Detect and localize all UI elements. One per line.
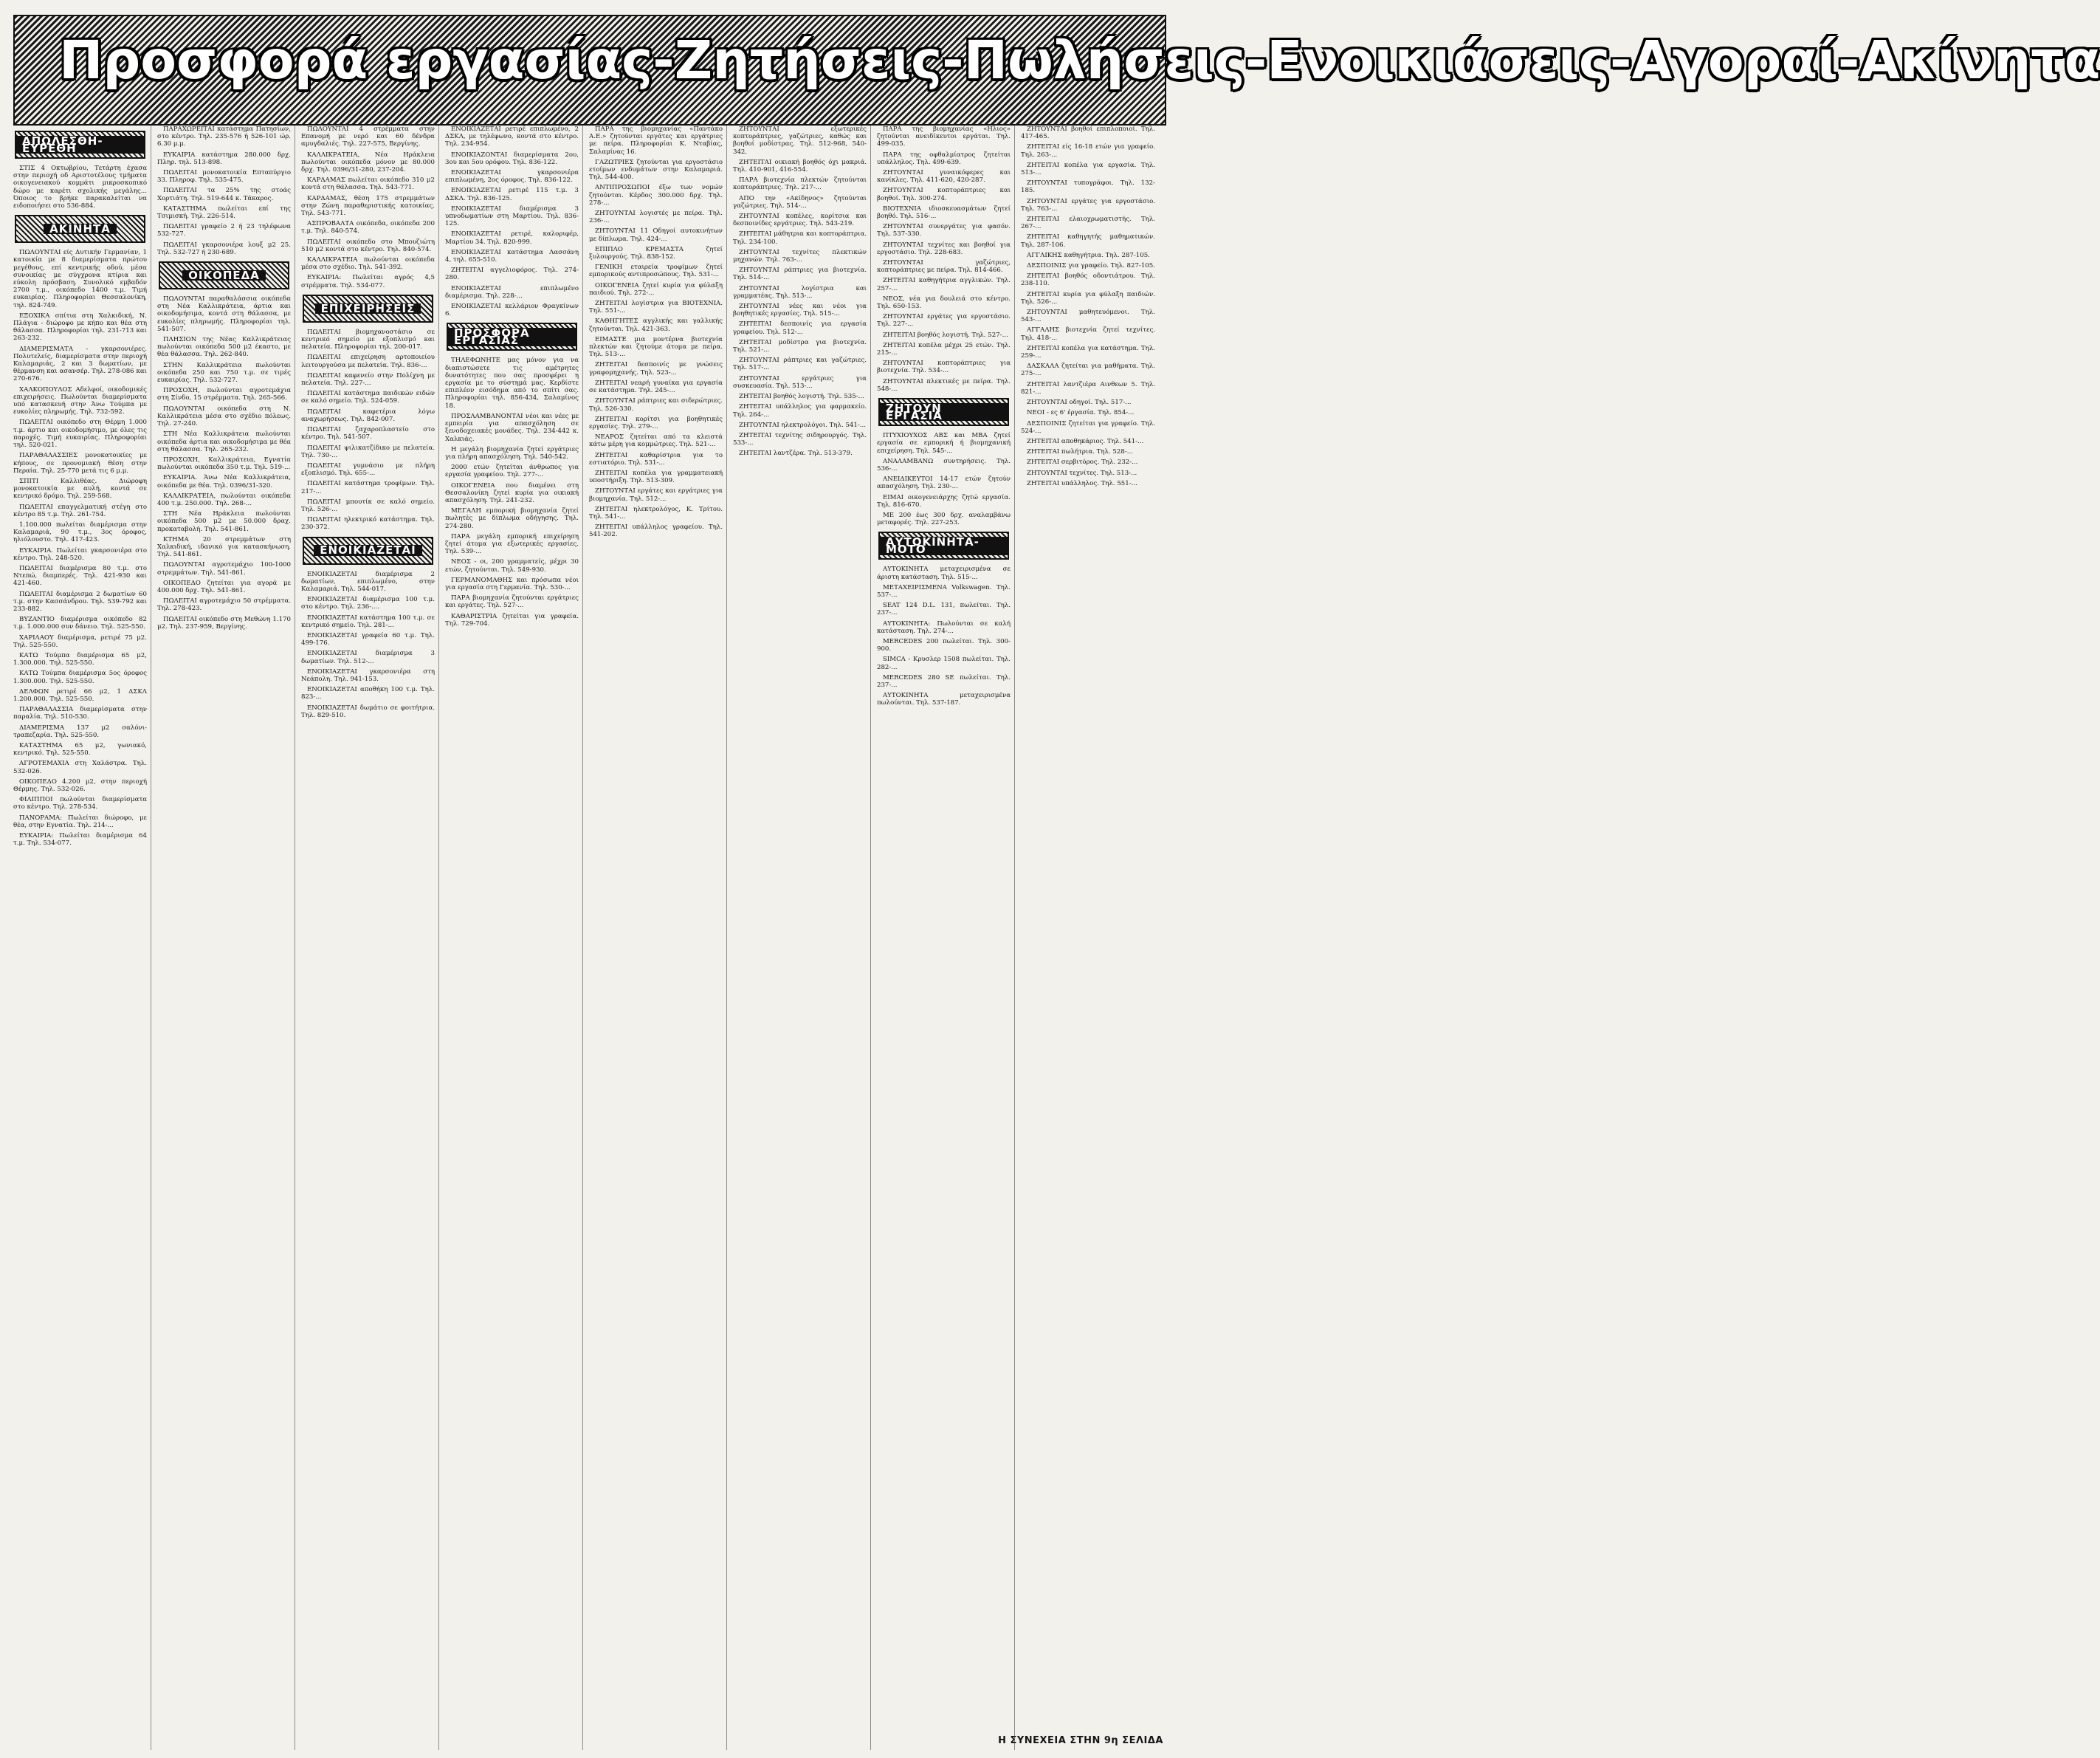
classified-ad: ΧΑΛΚΟΠΟΥΛΟΣ Αδελφοί, οικοδομικές επιχειρήσεις. Πωλούνται διαμερίσματα υπό κατασκευή στην Άνω Τούμπα με ευκολίες πληρωμής. Τηλ. 732-592. [13, 385, 147, 416]
classified-ad: ΣΤΗ Νέα Ηράκλεια πωλούνται οικόπεδα 500 μ2 με 50.000 δραχ. προκαταβολή. Τηλ. 541-861. [157, 510, 291, 533]
classified-ad: ΝΕΟΙ - ες 6' έργασία. Τηλ. 854-... [1027, 409, 1135, 417]
classified-ad: ΠΑΡΑ μεγάλη εμπορική επιχείρηση ζητεί άτομα για εξωτερικές εργασίες. Τηλ. 539-... [445, 532, 579, 556]
classified-ad: ΠΑΡΑΘΑΛΑΣΣΙΑ διαμερίσματα στην παραλία. Τηλ. 510-530. [13, 706, 147, 721]
section-header [878, 398, 1009, 426]
classified-ad: ΖΗΤΕΙΤΑΙ βοηθός λογιστή. Τηλ. 527-... [883, 331, 1008, 339]
classified-ad: ΤΗΛΕΦΩΝΗΤΕ μας μόνον για να διαπιστώσετε τις αμέτρητες δυνατότητες που σας προσφέρει η εργασία με το σύστημά μας. Κερδίστε επιπλέον εισόδημα από το σπίτι σας. Πληροφορίαι τηλ. 856-434, Σαλαμίνος 18. [445, 357, 579, 410]
classified-ad: ΖΗΤΕΙΤΑΙ μάθητρια και κοπτοράπτρια. Τηλ. 234-100. [733, 230, 867, 246]
classified-ad: ΠΩΛΕΙΤΑΙ οικόπεδο στη Μεθώνη 1.170 μ2. Τηλ. 237-959, Βεργίνης. [157, 615, 291, 631]
classified-ad: ΓΕΝΙΚΗ εταιρεία τροφίμων ζητεί εμπορικούς αντιπροσώπους. Τηλ. 531-... [589, 264, 723, 279]
classified-ad: ΑΥΤΟΚΙΝΗΤΑ μεταχειρισμένα σε άριστη κατάσταση. Τηλ. 515-... [877, 566, 1011, 581]
classified-ad: ΖΗΤΕΙΤΑΙ λαντζέρα. Τηλ. 513-379. [739, 450, 853, 458]
classified-ad: ΒΙΟΤΕΧΝΙΑ ιδιοσκευασμάτων ζητεί βοηθό. Τηλ. 516-... [877, 205, 1011, 221]
classified-ad: ΖΗΤΟΥΝΤΑΙ νέες και νέοι για βοηθητικές εργασίες. Τηλ. 515-... [733, 303, 867, 318]
classified-column [733, 126, 871, 1750]
classified-ad: ΑΠΟ την «Ακίδηνος» ζητούνται γαζώτριες. Τηλ. 514-... [733, 194, 867, 210]
classified-ad: ΠΩΛΕΙΤΑΙ γραφείο 2 ή 23 τηλέφωνα 532-727. [157, 223, 291, 238]
section-header [303, 537, 433, 565]
classified-ad: ΜΕ 200 έως 300 δρχ. αναλαμβάνω μεταφορές. Τηλ. 227-253. [877, 511, 1011, 527]
classified-ad: ΠΩΛΟΥΝΤΑΙ αγροτεμάχιο 100-1000 στρεμμάτων. Τηλ. 541-861. [157, 561, 291, 577]
classified-ad: ΔΕΛΦΩΝ ρετιρέ 66 μ2, 1 ΔΣΚΛ 1.200.000. Τηλ. 525-550. [13, 687, 147, 703]
classified-ad: ΚΑΤΩ Τούμπα διαμέρισμα 65 μ2, 1.300.000. Τηλ. 525-550. [13, 651, 147, 667]
classified-ad: ΖΗΤΕΙΤΑΙ δεσποινίς για εργασία γραφείου. Τηλ. 512-... [733, 320, 867, 336]
classified-ad: ΠΩΛΕΙΤΑΙ γυμνάσιο με πλήρη εξοπλισμό. Τηλ. 655-... [301, 461, 435, 478]
classified-ad: ΠΩΛΟΥΝΤΑΙ 4 στρέμματα στην Επανομή με νερό και 60 δένδρα αμυγδαλιές. Τηλ. 227-575, Βεργίνης. [301, 126, 435, 148]
classified-ad: ΖΗΤΕΙΤΑΙ λαντζιέρα Αινθεων 5. Τηλ. 821-... [1021, 380, 1155, 396]
classified-ad: ΖΗΤΟΥΝΤΑΙ εργάτες για εργοστάσιο. Τηλ. 227-... [877, 313, 1011, 329]
classified-ad: ΕΥΚΑΙΡΙΑ. Άνω Νέα Καλλικράτεια, οικόπεδα με θέα. Τηλ. 0396/31-320. [157, 474, 291, 490]
classified-column [877, 126, 1015, 1750]
classified-ad: ΠΑΡΑ της βιομηχανίας «Ηλιος» ζητούνται ανειδίκευτοι εργάται. Τηλ. 499-035. [877, 126, 1011, 148]
classified-ad: ΖΗΤΟΥΝΤΑΙ κοπτοράπτριες για βιοτεχνία. Τηλ. 534-... [877, 360, 1011, 375]
classified-ad: ΠΡΟΣΛΑΜΒΑΝΟΝΤΑΙ νέοι και νέες με εμπειρία για απασχόληση σε ξενοδοχειακές μονάδες. Τηλ. 234-442 κ. Χαλκιάς. [445, 412, 579, 443]
classified-ad: ΜΕΤΑΧΕΙΡΙΣΜΕΝΑ Volkswagen. Τηλ. 537-... [877, 583, 1011, 599]
section-header [15, 131, 145, 159]
classified-ad: ΓΕΡΜΑΝΟΜΑΘΗΣ και πρόσωπα νέοι για εργασία στη Γερμανία. Τηλ. 530-... [445, 576, 579, 591]
classified-ad: ΠΩΛΕΙΤΑΙ μονοκατοικία Επταπύργιο 33. Πληροφ. Τηλ. 535-475. [157, 169, 291, 185]
section-title: ΟΙΚΟΠΕΔΑ [182, 270, 266, 281]
classified-ad: ΖΗΤΕΙΤΑΙ καθηγήτρια αγγλικών. Τηλ. 257-... [877, 277, 1011, 292]
classified-ad: ΕΝΟΙΚΙΑΖΕΤΑΙ διαμέρισμα 2 δωματίων, επιπλωμένο, στην Καλαμαριά. Τηλ. 544-017. [301, 570, 435, 593]
classified-ad: ΕΞΟΧΙΚΑ σπίτια στη Χαλκιδική, Ν. Πλάγια - διώροφο με κήπο και θέα στη θάλασσα. Πληροφορίαι τηλ. 231-713 και 263-232. [13, 312, 147, 343]
section-header [159, 261, 289, 289]
classified-ad: ΕΝΟΙΚΙΑΖΕΤΑΙ διαμέρισμα 3 υπνοδωματίων στη Μαρτίου. Τηλ. 836-125. [445, 205, 579, 228]
classified-ad: ΣΤΗ Νέα Καλλικράτεια πωλούνται οικόπεδα άρτια και οικοδομήσιμα με θέα στη θάλασσα. Τηλ. 265-232. [157, 430, 291, 453]
classified-column [157, 126, 295, 1750]
classified-ad: ΕΥΚΑΙΡΙΑ: Πωλείται διαμέρισμα 64 τ.μ. Τηλ. 534-077. [13, 832, 147, 848]
classified-ad: ΖΗΤΟΥΝΤΑΙ γυναικόφερες και κανίκλες. Τηλ. 411-620, 420-287. [877, 169, 1011, 185]
classified-ad: MERCEDES 200 πωλείται. Τηλ. 300-900. [877, 637, 1011, 653]
classified-ad: Η μεγάλη βιομηχανία ζητεί εργάτριες για πλήρη απασχόληση. Τηλ. 540-542. [445, 445, 579, 461]
classified-ad: ΖΗΤΕΙΤΑΙ τεχνίτης σιδηρουργός. Τηλ. 533-... [733, 431, 867, 447]
classified-ad: ΠΑΡΑ βιοτεχνία πλεκτών ζητούνται κοπτοράπτριες. Τηλ. 217-... [733, 176, 867, 192]
classified-ad: ΖΗΤΟΥΝΤΑΙ εργάτες για εργοστάσιο. Τηλ. 763-... [1021, 197, 1155, 213]
section-title: ΑΚΙΝΗΤΑ [44, 224, 117, 234]
classified-ad: ΑΓΓΑΛΗΣ βιοτεχνία ζητεί τεχνίτες. Τηλ. 418-... [1021, 326, 1155, 342]
classified-ad: ΝΕΑΡΟΣ ζητείται από τα κλειστά κάτω μέρη για κομμώτριες. Τηλ. 521-... [589, 433, 723, 449]
classified-ad: ΚΑΛΛΙΚΡΑΤΕΙΑ, Νέα Ηράκλεια πωλούνται οικόπεδα μόνον με 80.000 δρχ. Τηλ. 0396/31-280, 237-204. [301, 151, 435, 174]
classified-ad: ΖΗΤΕΙΤΑΙ κοπέλα μέχρι 25 ετών. Τηλ. 215-... [877, 341, 1011, 357]
section-title: ΖΗΤΟΥΝ ΕΡΓΑΣΙΑ [880, 403, 1008, 421]
classified-ad: ΖΗΤΟΥΝΤΑΙ τυπογράφοι. Τηλ. 132-185. [1021, 179, 1155, 195]
masthead-banner [13, 15, 2100, 126]
classified-ad: ΖΗΤΕΙΤΑΙ αγγελιοφόρος. Τηλ. 274-280. [445, 267, 579, 282]
section-header [447, 323, 577, 351]
classified-ad: ΣΠΙΤΙ Καλλιθέας. Διώροφη μονοκατοικία με αυλή, κοντά σε κεντρικό δρόμο. Τηλ. 259-568. [13, 477, 147, 501]
classified-ad: ΚΑΘΗΓΗΤΕΣ αγγλικής και γαλλικής ζητούνται. Τηλ. 421-363. [589, 317, 723, 333]
classified-column [1021, 126, 1159, 1750]
classified-ad: ΠΩΛΕΙΤΑΙ βιομηχανοστάσιο σε κεντρικό σημείο με εξοπλισμό και πελατεία. Πληροφορίαι τηλ. 200-017. [301, 328, 435, 351]
classified-ad: ΚΑΤΑΣΤΗΜΑ 65 μ2, γωνιακό, κεντρικό. Τηλ. 525-550. [13, 742, 147, 758]
classified-ad: ΠΩΛΟΥΝΤΑΙ οικόπεδα στη Ν. Καλλικράτεια μέσα στο σχέδιο πόλεως. Τηλ. 27-240. [157, 405, 291, 428]
classified-ad: ΖΗΤΕΙΤΑΙ οικιακή βοηθός όχι μακριά. Τηλ. 410-901, 416-554. [733, 158, 867, 174]
classified-ad: ΖΗΤΟΥΝΤΑΙ γαζώτριες, κοπτοράπτριες με πείρα. Τηλ. 814-466. [877, 259, 1011, 275]
classified-ad: ΖΗΤΟΥΝΤΑΙ εργάτες και εργάτριες για βιομηχανία. Τηλ. 512-... [589, 487, 723, 503]
classified-ad: ΖΗΤΕΙΤΑΙ λογίστρια για ΒΙΟΤΕΧΝΙΑ. Τηλ. 551-... [589, 300, 723, 315]
classified-ad: ΠΩΛΕΙΤΑΙ καφενείο στην Πολίχνη με πελατεία. Τηλ. 227-... [301, 371, 435, 388]
section-title: ΑΠΩΛΕΣΘΗ-ΕΥΡΕΘΗ [16, 136, 144, 154]
classified-ad: 1.100.000 πωλείται διαμέρισμα στην Καλαμαριά, 90 τ.μ., 3ος όροφος, ηλιόλουστο. Τηλ. 417-423. [13, 521, 147, 544]
classified-ad: ΖΗΤΕΙΤΑΙ κοπέλα για γραμματειακή υποστήριξη. Τηλ. 513-309. [589, 469, 723, 485]
classified-ad: ΕΝΟΙΚΙΑΖΕΤΑΙ γκαρσονιέρα επιπλωμένη, 2ος όροφος. Τηλ. 836-122. [445, 169, 579, 185]
classified-ad: ΣΤΗΝ Καλλικράτεια πωλούνται οικόπεδα 250 και 750 τ.μ. σε τιμές ευκαιρίας. Τηλ. 532-727. [157, 361, 291, 385]
classified-ad: ΖΗΤΟΥΝΤΑΙ 11 Οδηγοί αυτοκινήτων με δίπλωμα. Τηλ. 424-... [589, 227, 723, 243]
section-title: ΑΥΤΟΚΙΝΗΤΑ-ΜΟΤΟ [880, 537, 1008, 554]
classified-ad: ΠΩΛΕΙΤΑΙ οικόπεδο στο Μπουζιώτη 510 μ2 κοντά στο κέντρο. Τηλ. 840-574. [301, 238, 435, 253]
classified-ad: ΕΝΟΙΚΙΑΖΕΤΑΙ κελλάριον Φραγκίνων 6. [445, 303, 579, 318]
classified-ad: ΔΕΣΠΟΙΝΙΣ για γραφείο. Τηλ. 827-105. [1027, 262, 1155, 270]
classified-ad: ΖΗΤΕΙΤΑΙ υπάλληλος για φαρμακείο. Τηλ. 264-... [733, 403, 867, 419]
classified-ad: ΖΗΤΟΥΝΤΑΙ τεχνίτες και βοηθοί για εργοστάσιο. Τηλ. 228-683. [877, 241, 1011, 256]
classified-ad: ΖΗΤΕΙΤΑΙ κοπέλα για κατάστημα. Τηλ. 259-... [1021, 344, 1155, 360]
classified-ad: ΑΝΑΛΑΜΒΑΝΩ συντηρήσεις. Τηλ. 536-... [877, 457, 1011, 473]
classified-ad: ΠΑΡΑΧΩΡΕΙΤΑΙ κατάστημα Πατησίων, στο κέντρο. Τηλ. 235-576 ή 526-101 ώρ. 6.30 μ.μ. [157, 126, 291, 148]
classified-ad: ΖΗΤΕΙΤΑΙ κορίτσι για βοηθητικές εργασίες. Τηλ. 279-... [589, 415, 723, 430]
classified-ad: ΕΙΜΑΙ οικογενειάρχης ζητώ εργασία. Τηλ. 816-670. [877, 493, 1011, 509]
classified-ad: ΖΗΤΟΥΝΤΑΙ εξωτερικές κοπτοράπτριες, γαζώτριες, καθώς και βοηθοί μοδίστρας. Τηλ. 512-968, 540-342. [733, 126, 867, 156]
classified-ad: ΖΗΤΟΥΝΤΑΙ οδηγοί. Τηλ. 517-... [1027, 399, 1132, 407]
classified-ad: ΖΗΤΟΥΝΤΑΙ βοηθοί επιπλοποιοί. Τηλ. 417-465. [1021, 126, 1155, 141]
classified-ad: ΖΗΤΟΥΝΤΑΙ ράπτριες και σιδερώτριες. Τηλ. 526-330. [589, 397, 723, 413]
classified-ad: ΠΡΟΣΟΧΗ, πωλούνται αγροτεμάχια στη Σίνδο, 15 στρέμματα. Τηλ. 265-566. [157, 387, 291, 402]
section-title: ΕΠΙΧΕΙΡΗΣΕΙΣ [315, 303, 421, 314]
classified-ad: ΖΗΤΕΙΤΑΙ βοηθός οδοντιάτρου. Τηλ. 238-110. [1021, 272, 1155, 288]
classified-ad: ΧΑΡΙΛΑΟΥ διαμέρισμα, ρετιρέ 75 μ2. Τηλ. 525-550. [13, 634, 147, 649]
classified-ad: ΖΗΤΟΥΝΤΑΙ κοπέλες, κορίτσια και δεσποινίδες εργάτριες. Τηλ. 543-219. [733, 213, 867, 228]
classified-ad: ΚΤΗΜΑ 20 στρεμμάτων στη Χαλκιδική, ιδανικό για κατασκήνωση. Τηλ. 541-861. [157, 535, 291, 559]
classified-ad: ΠΩΛΕΙΤΑΙ οικόπεδο στη Θέρμη 1.000 τ.μ. άρτιο και οικοδομήσιμο, με όλες τις παροχές. Τιμή ευκαιρίας. Πληροφορίαι τηλ. 520-021. [13, 419, 147, 450]
classified-ad: ΕΝΟΙΚΙΑΖΕΤΑΙ κατάστημα Λασσάνη 4, τηλ. 655-510. [445, 248, 579, 264]
classified-ad: ΖΗΤΕΙΤΑΙ καθαρίστρια για το εστιατόριο. Τηλ. 531-... [589, 451, 723, 467]
classified-ad: ΕΝΟΙΚΙΑΖΕΤΑΙ γκαρσονιέρα στη Νεάπολη. Τηλ. 941-153. [301, 667, 435, 683]
classified-ad: ΠΩΛΟΥΝΤΑΙ είς Δυτικήν Γερμανίαν, 1 κατοικία με 8 διαμερίσματα πρώτου μεγέθους, επί κεντρικής οδού, μέσα συνοικίας με σύγχρονα κτίρια και εύκολη πρόσβαση. Συνολικό εμβαδόν 2700 τ.μ., οικόπεδο 1400 τ.μ. Τιμή ευκαιρίας. Πληροφορίαι Θεσσαλονίκη, τηλ. 824-749. [13, 249, 147, 309]
classified-ad: ΠΑΝΟΡΑΜΑ: Πωλείται διώροφο, με θέα, στην Εγνατία. Τηλ. 214-... [13, 814, 147, 829]
classified-ad: ΖΗΤΟΥΝΤΑΙ ηλεκτρολόγοι. Τηλ. 541-... [739, 421, 866, 429]
classified-ad: ΕΥΚΑΙΡΙΑ: Πωλείται αγρός 4,5 στρέμματα. Τηλ. 534-077. [301, 274, 435, 289]
classified-ad: ΕΝΟΙΚΙΑΖΟΝΤΑΙ διαμερίσματα 2ου, 3ου και 5ου ορόφου. Τηλ. 836-122. [445, 151, 579, 166]
classified-ad: ΖΗΤΕΙΤΑΙ σερβιτόρος. Τηλ. 232-... [1027, 459, 1138, 467]
classified-ad: ΔΙΑΜΕΡΙΣΜΑΤΑ - γκαρσονιέρες. Πολυτελείς, διαμερίσματα στην περιοχή Καλαμαριάς, 2 και 3 δωματίων, με θέρμανση και ασανσέρ. Τηλ. 278-086 και 270-676. [13, 345, 147, 383]
classified-ad: ΕΥΚΑΙΡΙΑ κατάστημα 280.000 δρχ. Πληρ. τηλ. 513-898. [157, 151, 291, 166]
classified-ad: ΕΠΙΠΛΟ ΚΡΕΜΑΣΤΑ ζητεί ξυλουργούς. Τηλ. 838-152. [589, 245, 723, 261]
classified-ad: ΚΑΛΛΙΚΡΑΤΕΙΑ πωλούνται οικόπεδα μέσα στο σχέδιο. Τηλ. 541-392. [301, 256, 435, 272]
classified-ad: ΠΩΛΕΙΤΑΙ αγροτεμάχιο 50 στρέμματα. Τηλ. 278-423. [157, 597, 291, 613]
classified-ad: ΟΙΚΟΓΕΝΕΙΑ που διαμένει στη Θεσσαλονίκη ζητεί κυρία για οικιακή απασχόληση. Τηλ. 241-232. [445, 481, 579, 504]
classified-ad: ΚΑΡΔΑΜΑΣ, θέση 175 στρεμμάτων στην Ζώνη παραθεριστικής κατοικίας. Τηλ. 543-771. [301, 194, 435, 218]
classified-ad: ΕΝΟΙΚΙΑΖΕΤΑΙ ρετιρέ επιπλωμένο, 2 ΔΣΚΛ, με τηλέφωνο, κοντά στο κέντρο. Τηλ. 234-954. [445, 126, 579, 148]
classified-ad: ΔΙΑΜΕΡΙΣΜΑ 137 μ2 σαλόνι-τραπεζαρία. Τηλ. 525-550. [13, 724, 147, 739]
classified-ad: ΠΩΛΕΙΤΑΙ κατάστημα τροφίμων. Τηλ. 217-... [301, 480, 435, 495]
classified-ad: ΖΗΤΕΙΤΑΙ νεαρή γυναίκα για εργασία σε κατάστημα. Τηλ. 245-... [589, 379, 723, 395]
classified-ad: ΠΡΟΣΟΧΗ, Καλλικράτεια, Εγνατία πωλούνται οικόπεδα 350 τ.μ. Τηλ. 519-... [157, 456, 291, 472]
classified-ad: ΕΝΟΙΚΙΑΖΕΤΑΙ ρετιρέ, καλοριφέρ, Μαρτίου 34. Τηλ. 820-999. [445, 230, 579, 246]
classified-ad: ΝΕΟΣ - οι, 200 γραμματείς, μέχρι 30 ετών, ζητούνται. Τηλ. 549-930. [445, 558, 579, 574]
classified-ad: ΖΗΤΕΙΤΑΙ καθηγητής μαθηματικών. Τηλ. 287-106. [1021, 233, 1155, 249]
classified-ad: ΠΩΛΟΥΝΤΑΙ παραθαλάσσια οικόπεδα στη Νέα Καλλικράτεια, άρτια και οικοδομήσιμα, κοντά στη θάλασσα, με ευκολίες πληρωμής. Πληροφορίαι τηλ. 541-507. [157, 295, 291, 333]
continued-note: Η ΣΥΝΕΧΕΙΑ ΣΤΗΝ 9η ΣΕΛΙΔΑ [998, 1735, 1163, 1746]
classified-ad: ΖΗΤΟΥΝΤΑΙ εργάτριες για συσκευασία. Τηλ. 513-... [733, 374, 867, 390]
classified-ad: ΚΑΛΛΙΚΡΑΤΕΙΑ, πωλούνται οικόπεδα 400 τ.μ. 250.000. Τηλ. 268-... [157, 492, 291, 507]
classified-ad: ΔΕΣΠΟΙΝΙΣ ζητείται για γραφείο. Τηλ. 524-... [1021, 419, 1155, 435]
section-header [15, 215, 145, 243]
classified-ad: ΖΗΤΕΙΤΑΙ μοδίστρα για βιοτεχνία. Τηλ. 521-... [733, 338, 867, 354]
classified-ad: ΠΩΛΕΙΤΑΙ τα 25% της στοάς Χορτιάτη. Τηλ. 519-644 κ. Τάκαρος. [157, 187, 291, 202]
classified-ad: ΦΙΛΙΠΠΟΙ πωλούνται διαμερίσματα στο κέντρο. Τηλ. 278-534. [13, 796, 147, 811]
classified-ad: ΖΗΤΕΙΤΑΙ ηλεκτρολόγος, Κ. Τρίτου. Τηλ. 541-... [589, 505, 723, 521]
classified-ad: ΒΥΖΑΝΤΙΟ διαμέρισμα οικόπεδο 82 τ.μ. 1.000.000 συν δάνειο. Τηλ. 525-550. [13, 616, 147, 631]
classified-ad: ΖΗΤΟΥΝΤΑΙ μαθητευόμενοι. Τηλ. 543-... [1021, 309, 1155, 324]
classified-ad: ΕΝΟΙΚΙΑΖΕΤΑΙ κατάστημα 100 τ.μ. σε κεντρικό σημείο. Τηλ. 281-... [301, 614, 435, 629]
classified-ad: ΠΩΛΕΙΤΑΙ διαμέρισμα 80 τ.μ. στο Ντεπώ, διαμπερές. Τηλ. 421-930 και 421-460. [13, 564, 147, 588]
classified-ad: ΕΝΟΙΚΙΑΖΕΤΑΙ επιπλωμένο διαμέρισμα. Τηλ. 228-... [445, 284, 579, 300]
classified-ad: ΖΗΤΟΥΝΤΑΙ συνεργάτες για φασόν. Τηλ. 537-330. [877, 223, 1011, 238]
classified-ad: ΟΙΚΟΠΕΔΟ ζητείται για αγορά με 400.000 δρχ. Τηλ. 541-861. [157, 579, 291, 594]
classified-ad: ΠΤΥΧΙΟΥΧΟΣ ΑΒΣ και ΜΒΑ ζητεί εργασία σε εμπορική ή βιομηχανική επιχείρηση. Τηλ. 545-... [877, 432, 1011, 455]
classified-ad: ΠΩΛΕΙΤΑΙ ηλεκτρικό κατάστημα. Τηλ. 230-372. [301, 516, 435, 532]
classified-ad: ΠΩΛΕΙΤΑΙ γκαρσονιέρα λουξ μ2 25. Τηλ. 532-727 ή 230-689. [157, 241, 291, 256]
section-header [303, 295, 433, 323]
classified-ad: ΚΑΡΔΑΜΑΣ πωλείται οικόπεδο 310 μ2 κοντά στη θάλασσα. Τηλ. 543-771. [301, 176, 435, 192]
classified-ad: ΖΗΤΕΙΤΑΙ υπάλληλος. Τηλ. 551-... [1027, 479, 1137, 487]
classified-ad: ΕΝΟΙΚΙΑΖΕΤΑΙ διαμέρισμα 3 δωματίων. Τηλ. 512-... [301, 650, 435, 665]
classified-ad: ΑΝΤΙΠΡΟΣΩΠΟΙ έξω των νομών ζητούνται. Κέρδος 300.000 δρχ. Τηλ. 278-... [589, 184, 723, 207]
classified-ad: ΚΑΤΑΣΤΗΜΑ πωλείται επί της Τσιμισκή. Τηλ. 226-514. [157, 205, 291, 221]
classified-ad: ΕΝΟΙΚΙΑΖΕΤΑΙ ρετιρέ 115 τ.μ. 3 ΔΣΚΛ. Τηλ. 836-125. [445, 187, 579, 202]
classified-ad: ΖΗΤΕΙΤΑΙ δεσποινίς με γνώσεις γραφομηχανής. Τηλ. 523-... [589, 361, 723, 377]
classified-ad: ΖΗΤΕΙΤΑΙ ελαιοχρωματιστής. Τηλ. 267-... [1021, 216, 1155, 231]
classified-ad: ΕΝΟΙΚΙΑΖΕΤΑΙ γραφεία 60 τ.μ. Τηλ. 499-176. [301, 631, 435, 648]
classified-ad: ΕΝΟΙΚΙΑΖΕΤΑΙ διαμέρισμα 100 τ.μ. στο κέντρο. Τηλ. 236-.... [301, 596, 435, 611]
classified-ad: 2000 ετών ζητείται άνθρωπος για εργασία γραφείου. Τηλ. 277-... [445, 464, 579, 479]
classified-ad: ΖΗΤΟΥΝΤΑΙ τεχνίτες. Τηλ. 513-... [1027, 469, 1137, 477]
classified-ad: ΖΗΤΟΥΝΤΑΙ πλεκτικές με πείρα. Τηλ. 548-... [877, 377, 1011, 393]
classified-ad: ΠΩΛΕΙΤΑΙ καφετέρια λόγω αναχωρήσεως. Τηλ. 842-007. [301, 408, 435, 423]
classified-ad: ΖΗΤΕΙΤΑΙ πωλήτρια. Τηλ. 528-... [1027, 448, 1133, 456]
classified-ad: ΣΤΙΣ 4 Οκτωβρίου, Τετάρτη έχασα στην περιοχή οδ Αριστοτέλους τμήματα οικογενειακού κομμάτι μικροσκοπικό δώρο με καρέτι σχολικής μεγάλης... Όποιος το βρήκε παρακαλείται να ειδοποιήσει στο 536-884. [13, 165, 147, 210]
classified-ad: ΟΙΚΟΠΕΔΟ 4.200 μ2, στην περιοχή Θέρμης. Τηλ. 532-026. [13, 777, 147, 794]
classified-ad: ΔΑΣΚΑΛΑ ζητείται για μαθήματα. Τηλ. 275-... [1021, 363, 1155, 378]
classified-ad: ΕΝΟΙΚΙΑΖΕΤΑΙ αποθήκη 100 τ.μ. Τηλ. 823-... [301, 686, 435, 701]
classified-ad: ΑΥΤΟΚΙΝΗΤΑ μεταχειρισμένα πωλούνται. Τηλ. 537-187. [877, 692, 1011, 707]
classified-ad: ΠΩΛΕΙΤΑΙ κατάστημα παιδικών ειδών σε καλό σημείο. Τηλ. 524-059. [301, 390, 435, 405]
section-header [878, 532, 1009, 560]
classified-ad: ΠΩΛΕΙΤΑΙ ζαχαροπλαστείο στο κέντρο. Τηλ. 541-507. [301, 426, 435, 442]
classified-ad: ΓΑΖΩΤΡΙΕΣ ζητούνται για εργοστάσιο ετοίμων ενδυμάτων στην Καλαμαριά. Τηλ. 544-400. [589, 158, 723, 182]
classified-ad: ΖΗΤΟΥΝΤΑΙ ράπτριες για βιοτεχνία. Τηλ. 514-... [733, 267, 867, 282]
classified-ad: ΠΩΛΕΙΤΑΙ μπουτίκ σε καλό σημείο. Τηλ. 526-... [301, 498, 435, 513]
classified-ad: ΖΗΤΟΥΝΤΑΙ τεχνίτες πλεκτικών μηχανών. Τηλ. 763-... [733, 248, 867, 264]
classified-ad: ΑΓΓΛΙΚΗΣ καθηγήτρια. Τηλ. 287-105. [1027, 251, 1150, 259]
classified-ad: ΜΕΓΑΛΗ εμπορική βιομηχανία ζητεί πωλητές με δίπλωμα οδήγησης. Τηλ. 274-280. [445, 507, 579, 530]
classified-ad: ΑΓΡΟΤΕΜΑΧΙΑ στη Χαλάστρα. Τηλ. 532-026. [13, 760, 147, 775]
classified-ad: ΠΑΡΑ της βιομηχανίας «Παντάκο Α.Ε.» ζητούνται εργάτες και εργάτριες με πείρα. Πληροφορίαι Κ. Νταβίας, Σαλαμίνας 16. [589, 126, 723, 156]
classified-ad: MERCEDES 280 SE πωλείται. Τηλ. 237-... [877, 673, 1011, 689]
classified-column [589, 126, 727, 1750]
classified-ad: ΖΗΤΟΥΝΤΑΙ κοπτοράπτριες και βοηθοί. Τηλ. 300-274. [877, 187, 1011, 202]
classified-ad: ΖΗΤΕΙΤΑΙ κοπέλα για εργασία. Τηλ. 513-... [1021, 161, 1155, 177]
classified-ad: SIMCA - Κρυσλερ 1508 πωλείται. Τηλ. 282-... [877, 656, 1011, 671]
classified-column [445, 126, 583, 1750]
classified-ad: ΖΗΤΕΙΤΑΙ βοηθός λογιστή. Τηλ. 535-... [739, 393, 864, 401]
classified-ad: ΖΗΤΟΥΝΤΑΙ λογίστρια και γραμματέας. Τηλ. 513-... [733, 284, 867, 300]
classified-ad: ΚΑΤΩ Τούμπα διαμέρισμα 5ος όροφος 1.300.000. Τηλ. 525-550. [13, 670, 147, 685]
classified-ad: ΖΗΤΟΥΝΤΑΙ λογιστές με πείρα. Τηλ. 236-... [589, 210, 723, 225]
classified-ad: ΑΥΤΟΚΙΝΗΤΑ: Πωλούνται σε καλή κατάσταση. Τηλ. 274-... [877, 619, 1011, 635]
classified-ad: ΚΑΘΑΡΙΣΤΡΙΑ ζητείται για γραφεία. Τηλ. 729-704. [445, 612, 579, 628]
classified-ad: ΟΙΚΟΓΕΝΕΙΑ ζητεί κυρία για φύλαξη παιδιού. Τηλ. 272-... [589, 281, 723, 297]
classified-ad: ΠΑΡΑ βιομηχανία ζητούνται εργάτριες και εργάτες. Τηλ. 527-... [445, 594, 579, 610]
masthead-title: Προσφορά εργασίας-Ζητήσεις-Πωλήσεις-Ενοικιάσεις-Αγοραί-Ακίνητα [59, 30, 2100, 91]
classified-ad: ΝΕΟΣ, νέα για δουλειά στο κέντρο. Τηλ. 650-153. [877, 295, 1011, 311]
classified-ad: ΖΗΤΕΙΤΑΙ είς 16-18 ετών για γραφείο. Τηλ. 263-... [1021, 143, 1155, 159]
classified-ad: ΠΑΡΑΘΑΛΑΣΣΙΕΣ μονοκατοικίες με κήπους, σε προνομιακή θέση στην Περαία. Τηλ. 25-770 μετά τις 6 μ.μ. [13, 452, 147, 475]
classified-ad: SEAT 124 D.L. 131, πωλείται. Τηλ. 237-... [877, 602, 1011, 617]
classified-ad: ΖΗΤΕΙΤΑΙ υπάλληλος γραφείου. Τηλ. 541-202. [589, 523, 723, 539]
classified-ad: ΑΣΠΡΟΒΑΛΤΑ οικόπεδα, οικόπεδα 200 τ.μ. Τηλ. 840-574. [301, 220, 435, 236]
classified-ad: ΕΝΟΙΚΙΑΖΕΤΑΙ δωμάτιο σε φοιτήτρια. Τηλ. 829-510. [301, 704, 435, 719]
section-title: ΕΝΟΙΚΙΑΖΕΤΑΙ [314, 545, 422, 555]
classified-ad: ΖΗΤΕΙΤΑΙ αποθηκάριος. Τηλ. 541-... [1027, 437, 1144, 445]
classified-ad: ΠΩΛΕΙΤΑΙ επιχείρηση αρτοποιείου λειτουργούσα με πελατεία. Τηλ. 836-... [301, 354, 435, 369]
classified-ad: ΠΛΗΣΙΟΝ της Νέας Καλλικράτειας πωλούνται οικόπεδα 500 μ2 έκαστο, με θέα θάλασσα. Τηλ. 262-840. [157, 336, 291, 359]
classified-ad: ΑΝΕΙΔΙΚΕΥΤΟΙ 14-17 ετών ζητούν απασχόληση. Τηλ. 230-... [877, 475, 1011, 491]
classified-ad: ΠΩΛΕΙΤΑΙ επαγγελματική στέγη στο κέντρο 85 τ.μ. Τηλ. 261-754. [13, 503, 147, 518]
classified-ad: ΠΩΛΕΙΤΑΙ ψιλικατζίδικο με πελατεία. Τηλ. 730-... [301, 444, 435, 459]
classified-ad: ΕΥΚΑΙΡΙΑ. Πωλείται γκαρσονιέρα στο κέντρο. Τηλ. 248-520. [13, 546, 147, 562]
classified-ad: ΖΗΤΟΥΝΤΑΙ ράπτριες και γαζώτριες. Τηλ. 517-... [733, 357, 867, 372]
classified-columns [13, 126, 1166, 1750]
classified-ad: ΠΑΡΑ της οφθαλμίατρος ζητείται υπάλληλος. Τηλ. 499-639. [877, 151, 1011, 166]
classified-ad: ΕΙΜΑΣΤΕ μια μοντέρνα βιοτεχνία πλεκτών και ζητούμε άτομα με πείρα. Τηλ. 513-... [589, 335, 723, 359]
classified-ad: ΠΩΛΕΙΤΑΙ διαμέρισμα 2 δωματίων 60 τ.μ. στην Κασσάνδρου. Τηλ. 539-792 και 233-882. [13, 590, 147, 613]
classified-column [301, 126, 439, 1750]
section-title: ΠΡΟΣΦΟΡΑ ΕΡΓΑΣΙΑΣ [448, 328, 576, 346]
classified-column [13, 126, 151, 1750]
classified-ad: ΖΗΤΕΙΤΑΙ κυρία για φύλαξη παιδιών. Τηλ. 526-... [1021, 290, 1155, 306]
